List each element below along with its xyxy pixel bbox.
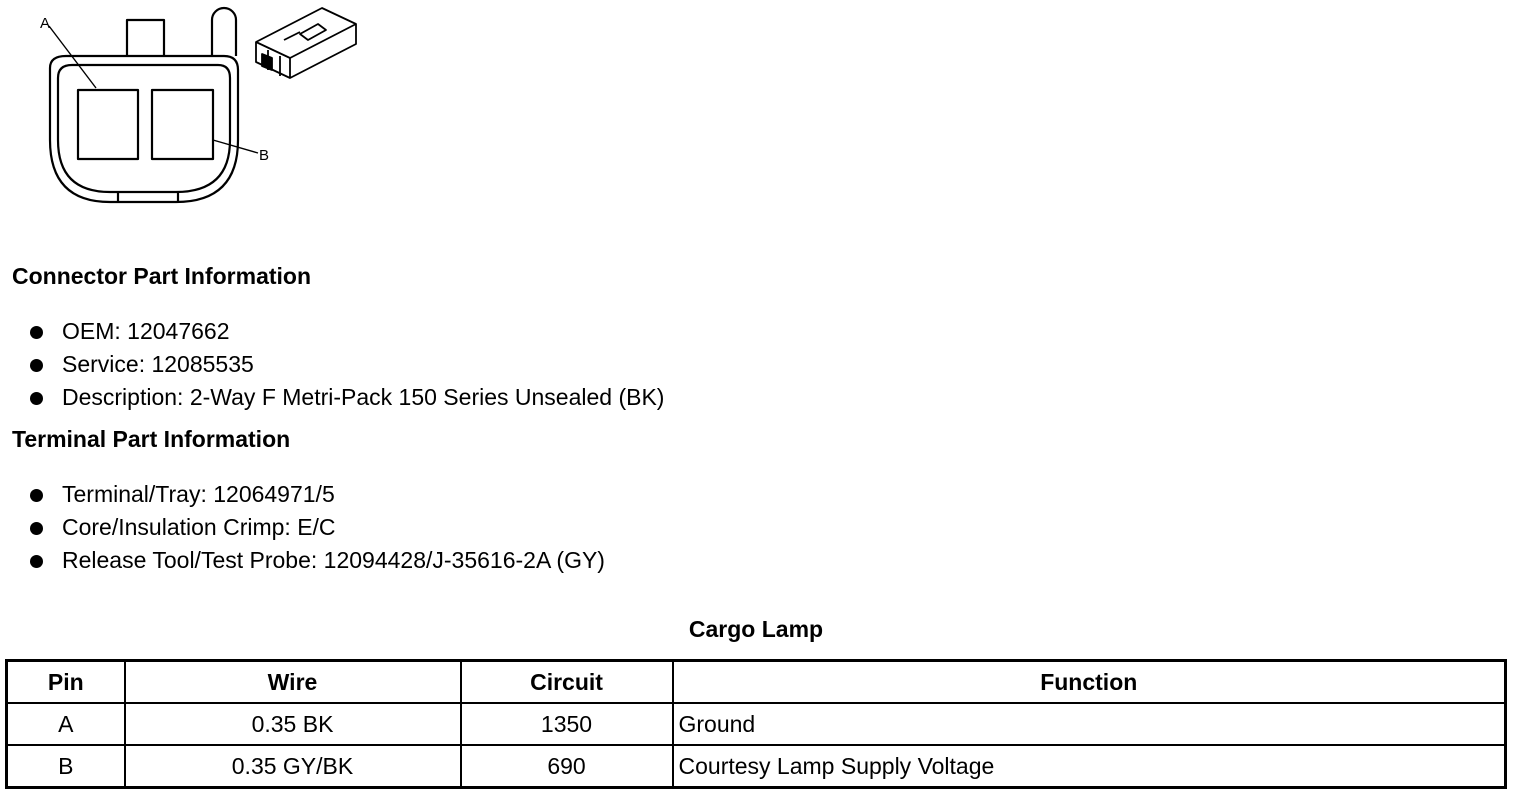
terminal-part-heading: Terminal Part Information xyxy=(12,426,291,452)
cell-wire: 0.35 BK xyxy=(125,703,461,745)
connector-part-list xyxy=(28,315,664,414)
list-item: Core/Insulation Crimp: E/C xyxy=(28,511,605,544)
connector-latch xyxy=(127,20,164,56)
cavity-b xyxy=(152,90,213,159)
connector-post xyxy=(212,8,236,56)
connector-body-inner xyxy=(58,65,230,192)
cell-function: Courtesy Lamp Supply Voltage xyxy=(673,745,1506,788)
list-item: Service: 12085535 xyxy=(28,348,664,381)
connector-part-heading: Connector Part Information xyxy=(12,263,312,289)
table-title: Cargo Lamp xyxy=(688,616,824,642)
table-row xyxy=(7,745,1506,788)
cell-wire: 0.35 GY/BK xyxy=(125,745,461,788)
pin-label-b: B xyxy=(259,147,270,164)
cell-pin: A xyxy=(7,703,125,745)
bullet-icon xyxy=(30,392,43,405)
column-header-pin: Pin xyxy=(7,661,125,704)
table-row xyxy=(7,703,1506,745)
cell-function: Ground xyxy=(673,703,1506,745)
connector-diagram xyxy=(0,0,380,215)
bullet-icon xyxy=(30,489,43,502)
bullet-icon xyxy=(30,555,43,568)
cell-pin: B xyxy=(7,745,125,788)
column-header-function: Function xyxy=(673,661,1506,704)
terminal-part-list xyxy=(28,478,605,577)
bullet-icon xyxy=(30,359,43,372)
bullet-icon xyxy=(30,326,43,339)
list-item: OEM: 12047662 xyxy=(28,315,664,348)
list-item: Release Tool/Test Probe: 12094428/J-35616-2A (GY) xyxy=(28,544,605,577)
cell-circuit: 690 xyxy=(461,745,673,788)
connector-isometric-icon xyxy=(256,8,356,78)
column-header-wire: Wire xyxy=(125,661,461,704)
leader-line-b xyxy=(213,140,258,153)
table-header-row xyxy=(7,661,1506,704)
cell-circuit: 1350 xyxy=(461,703,673,745)
bullet-icon xyxy=(30,522,43,535)
pinout-table xyxy=(5,659,1507,789)
list-item: Terminal/Tray: 12064971/5 xyxy=(28,478,605,511)
pin-label-a: A xyxy=(40,15,51,32)
column-header-circuit: Circuit xyxy=(461,661,673,704)
list-item: Description: 2-Way F Metri-Pack 150 Series Unsealed (BK) xyxy=(28,381,664,414)
cavity-a xyxy=(78,90,138,159)
